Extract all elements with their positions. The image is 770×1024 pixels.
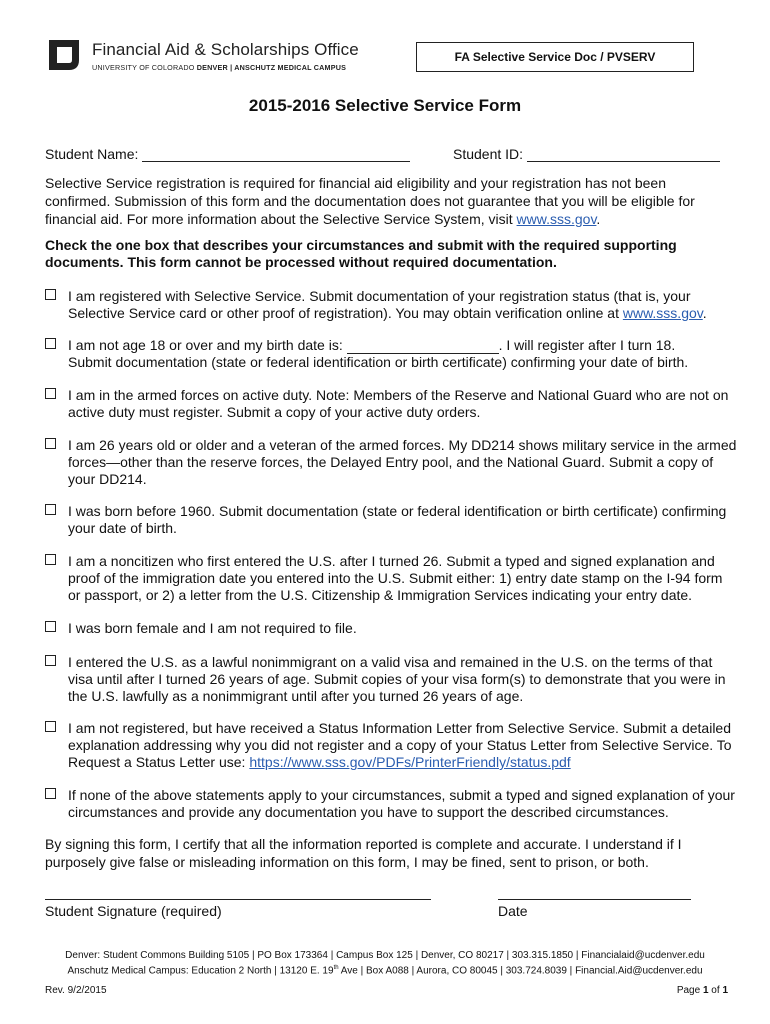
- checkbox[interactable]: [45, 388, 56, 399]
- cu-logo-icon: [45, 36, 83, 74]
- page-number: Page 1 of 1: [676, 985, 728, 996]
- checkbox[interactable]: [45, 788, 56, 799]
- campus-line: UNIVERSITY OF COLORADO DENVER | ANSCHUTZ MEDICAL CAMPUS: [92, 63, 347, 72]
- student-id-field[interactable]: [453, 146, 720, 162]
- checkbox[interactable]: [45, 504, 56, 515]
- checkbox[interactable]: [45, 721, 56, 732]
- footer-anschutz: Anschutz Medical Campus: Education 2 North | 13120 E. 19th Ave | Box A088 | Aurora, CO 80045 | 303.724.8039 | Financial.Aid@ucdenver.edu: [67, 965, 703, 977]
- student-signature-label: Student Signature (required): [45, 903, 222, 919]
- status-letter-link[interactable]: https://www.sss.gov/PDFs/PrinterFriendly/status.pdf: [249, 754, 571, 770]
- checkbox[interactable]: [45, 554, 56, 565]
- student-name-line[interactable]: [142, 147, 410, 162]
- checkbox[interactable]: [45, 338, 56, 349]
- certification-text: By signing this form, I certify that all the information reported is complete and accurate. I understand if I purposely give false or misleading information on this form, I may be fined, sent to prison, or both.: [45, 836, 682, 870]
- birth-date-line[interactable]: [347, 340, 499, 354]
- student-name-field[interactable]: [45, 146, 410, 162]
- doc-code-box: FA Selective Service Doc / PVSERV: [416, 42, 694, 72]
- footer-denver: Denver: Student Commons Building 5105 | PO Box 173364 | Campus Box 125 | Denver, CO 80217 | 303.315.1850 | Financialaid@ucdenver.edu: [65, 950, 705, 961]
- intro-paragraph: Selective Service registration is required for financial aid eligibility and your registration has not been confirmed. Submission of this form and the documentation does not guarantee that you will be eligible for financial aid. For more information about the Selective Service System, visit www.sss.gov.: [45, 175, 695, 227]
- instructions: Check the one box that describes your circumstances and submit with the required supporting documents. This form cannot be processed without required documentation.: [45, 237, 677, 270]
- sss-link[interactable]: www.sss.gov: [622, 305, 703, 321]
- sss-link[interactable]: www.sss.gov: [516, 211, 597, 227]
- checkbox[interactable]: [45, 621, 56, 632]
- student-signature-line[interactable]: [45, 899, 431, 900]
- student-id-label: Student ID:: [453, 146, 524, 162]
- form-title: 2015-2016 Selective Service Form: [248, 96, 522, 115]
- checkbox[interactable]: [45, 438, 56, 449]
- checkbox[interactable]: [45, 289, 56, 300]
- date-line[interactable]: [498, 899, 691, 900]
- student-name-label: Student Name:: [45, 146, 139, 162]
- checkbox[interactable]: [45, 655, 56, 666]
- student-id-line[interactable]: [527, 147, 720, 162]
- office-name: Financial Aid & Scholarships Office: [92, 40, 359, 59]
- date-label: Date: [498, 903, 528, 919]
- revision-date: Rev. 9/2/2015: [45, 985, 107, 996]
